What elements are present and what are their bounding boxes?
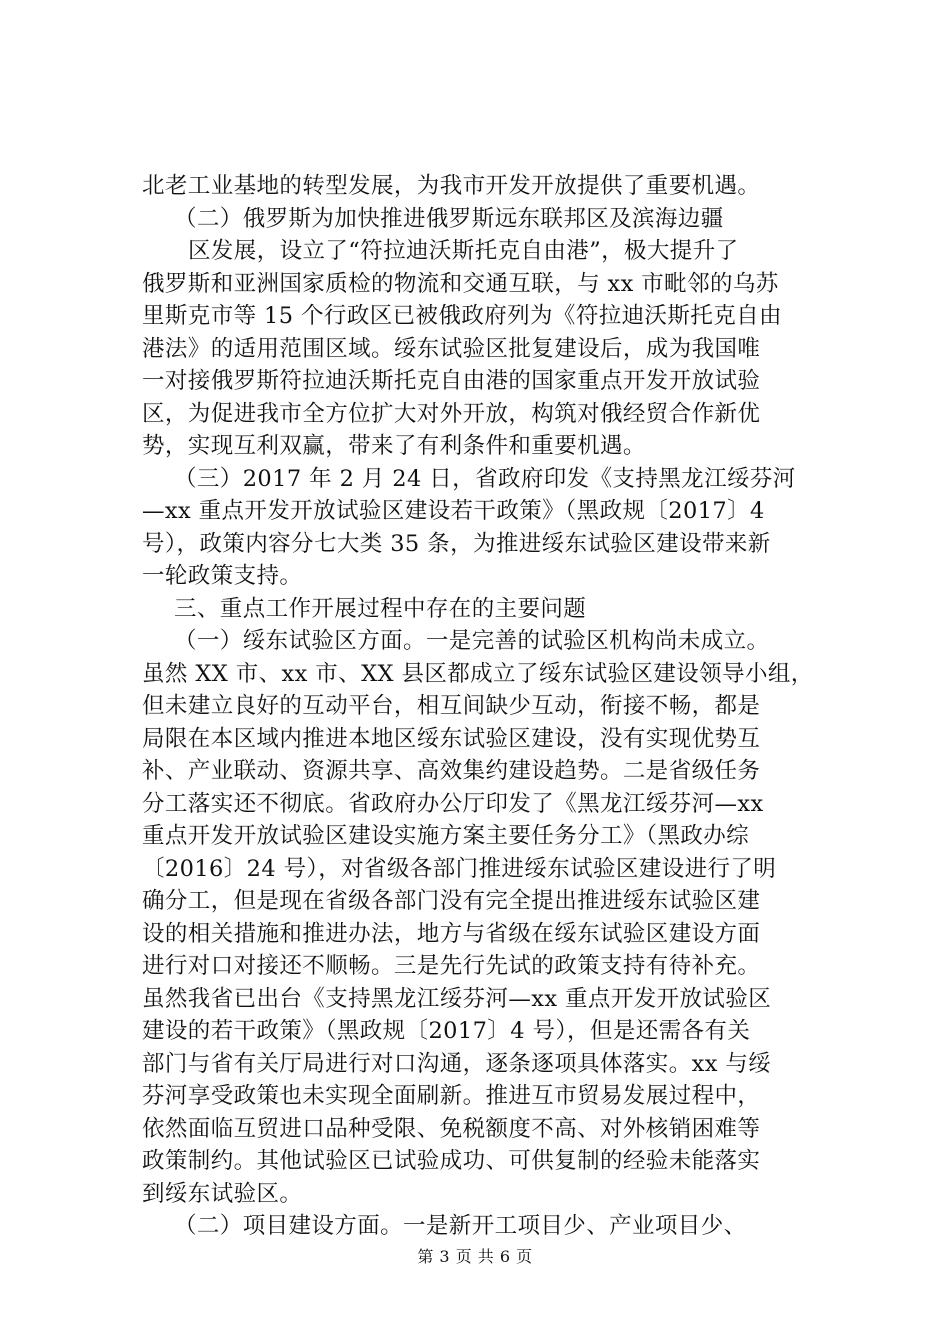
page-number-footer: 第 3 页 共 6 页	[417, 1247, 533, 1266]
text-line: 号），政策内容分七大类 35 条，为推进绥东试验区建设带来新	[142, 530, 771, 557]
text-line: 分工落实还不彻底。省政府办公厅印发了《黑龙江绥芬河—xx	[142, 790, 764, 817]
text-line: 里斯克市等 15 个行政区已被俄政府列为《符拉迪沃斯托克自由	[142, 303, 782, 329]
text-line: （三）2017 年 2 月 24 日，省政府印发《支持黑龙江绥芬河	[174, 465, 796, 492]
text-line: 一轮政策支持。	[142, 563, 303, 589]
text-line: 区，为促进我市全方位扩大对外开放，构筑对俄经贸合作新优	[142, 400, 761, 427]
text-line: 确分工，但是现在省级各部门没有完全提出推进绥东试验区建	[142, 888, 761, 914]
text-line: 但未建立良好的互动平台，相互间缺少互动，衔接不畅，都是	[142, 693, 761, 719]
text-line: 政策制约。其他试验区已试验成功、可供复制的经验未能落实	[142, 1148, 761, 1174]
text-line: 一对接俄罗斯符拉迪沃斯托克自由港的国家重点开发开放试验	[142, 368, 761, 394]
text-line: —xx 重点开发开放试验区建设若干政策》（黑政规〔2017〕4	[142, 498, 765, 524]
text-line: 区发展，设立了“符拉迪沃斯托克自由港”，极大提升了	[188, 238, 739, 264]
text-line: 部门与省有关厅局进行对口沟通，逐条逐项具体落实。xx 与绥	[142, 1050, 772, 1077]
text-line: 芬河享受政策也未实现全面刷新。推进互市贸易发展过程中，	[142, 1083, 761, 1109]
text-line: 局限在本区域内推进本地区绥东试验区建设，没有实现优势互	[142, 725, 761, 752]
text-line: 虽然 XX 市、xx 市、XX 县区都成立了绥东试验区建设领导小组，	[142, 660, 814, 687]
text-line: 到绥东试验区。	[142, 1180, 303, 1207]
text-line: 依然面临互贸进口品种受限、免税额度不高、对外核销困难等	[142, 1115, 761, 1142]
text-line: （二）项目建设方面。一是新开工项目少、产业项目少、	[174, 1213, 747, 1239]
text-line: （二）俄罗斯为加快推进俄罗斯远东联邦区及滨海边疆	[174, 205, 724, 232]
text-line: 俄罗斯和亚洲国家质检的物流和交通互联，与 xx 市毗邻的乌苏	[142, 270, 779, 297]
text-line: 港法》的适用范围区域。绥东试验区批复建设后，成为我国唯	[142, 335, 761, 362]
text-line: （一）绥东试验区方面。一是完善的试验区机构尚未成立。	[174, 628, 770, 654]
text-line: 虽然我省已出台《支持黑龙江绥芬河—xx 重点开发开放试验区	[142, 985, 772, 1012]
text-line: 势，实现互利双赢，带来了有利条件和重要机遇。	[142, 433, 646, 459]
text-line: 北老工业基地的转型发展，为我市开发开放提供了重要机遇。	[142, 173, 761, 199]
text-line: 〔2016〕24 号），对省级各部门推进绥东试验区建设进行了明	[142, 855, 777, 882]
text-line: 建设的若干政策》（黑政规〔2017〕4 号），但是还需各有关	[142, 1018, 751, 1044]
text-line: 重点开发开放试验区建设实施方案主要任务分工》（黑政办综	[142, 823, 750, 849]
body-text	[142, 170, 832, 1243]
text-line: 进行对口对接还不顺畅。三是先行先试的政策支持有待补充。	[142, 953, 761, 979]
section-heading: 三、重点工作开展过程中存在的主要问题	[174, 595, 587, 622]
text-line: 补、产业联动、资源共享、高效集约建设趋势。二是省级任务	[142, 758, 761, 784]
text-line: 设的相关措施和推进办法，地方与省级在绥东试验区建设方面	[142, 920, 761, 947]
